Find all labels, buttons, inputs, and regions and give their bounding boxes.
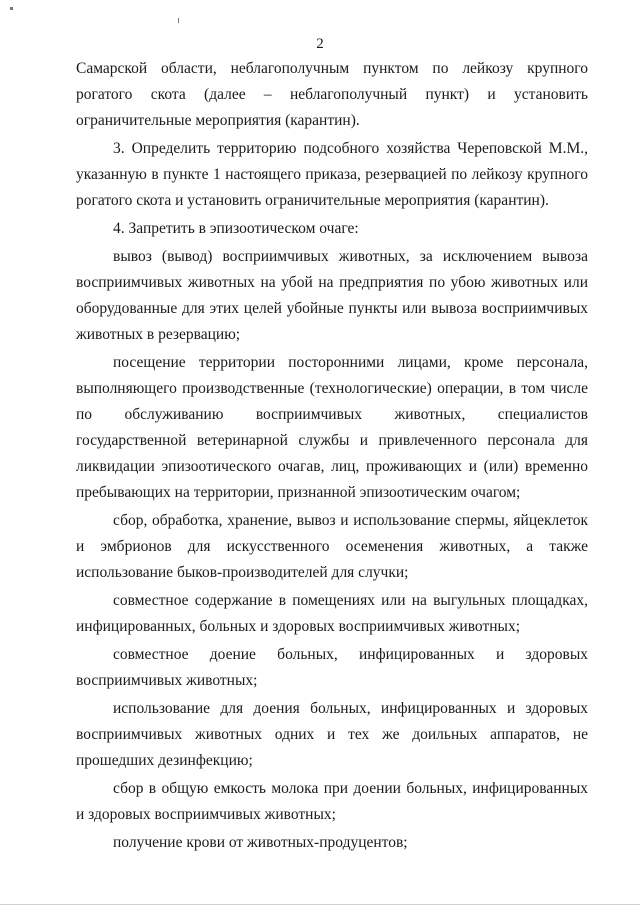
document-body: [76, 56, 588, 856]
paragraph-prohibition-blood: получение крови от животных-продуцентов;: [113, 834, 408, 851]
paragraph-item-3: 3. Определить территорию подсобного хозяйства Череповской М.М., указанную в пункте 1 настоящего приказа, резервацией по лейкозу крупного рогатого скота и установить ограничительные мероприятия (карантин).: [76, 140, 588, 209]
paragraph-prohibition-joint-keeping: совместное содержание в помещениях или на выгульных площадках, инфицированных, больных и здоровых восприимчивых животных;: [76, 592, 588, 635]
page-number: 2: [316, 36, 324, 52]
paragraph-prohibition-sperm: сбор, обработка, хранение, вывоз и использование спермы, яйцеклеток и эмбрионов для искусственного осеменения животных, а также использование быков-производителей для случки;: [76, 512, 588, 581]
paragraph-item-4: 4. Запретить в эпизоотическом очаге:: [113, 220, 359, 237]
paragraph-continuation: Самарской области, неблагополучным пунктом по лейкозу крупного рогатого скота (далее – неблагополучный пункт) и установить ограничительные мероприятия (карантин).: [76, 60, 588, 129]
scan-speck: [10, 7, 13, 10]
paragraph-prohibition-milking-machines: использование для доения больных, инфицированных и здоровых восприимчивых животных одних и тех же доильных аппаратов, не прошедших дезинфекцию;: [76, 700, 588, 769]
paragraph-prohibition-joint-milking: совместное доение больных, инфицированных и здоровых восприимчивых животных;: [76, 646, 588, 689]
paragraph-prohibition-export: вывоз (вывод) восприимчивых животных, за исключением вывоза восприимчивых животных на убой на предприятия по убою животных или оборудованные для этих целей убойные пункты или вывоза восприимчивых животных в резервацию;: [76, 248, 588, 343]
paragraph-prohibition-milk-collection: сбор в общую емкость молока при доении больных, инфицированных и здоровых восприимчивых животных;: [76, 780, 588, 823]
paragraph-prohibition-visits: посещение территории посторонними лицами, кроме персонала, выполняющего производственные (технологические) операции, в том числе по обслуживанию восприимчивых животных, специалистов государственной ветеринарной службы и привлеченного персонала для ликвидации эпизоотического очагав, лиц, проживающих и (или) временно пребывающих на территории, признанной эпизоотическим очагом;: [76, 354, 588, 501]
scan-speck: [178, 18, 179, 23]
